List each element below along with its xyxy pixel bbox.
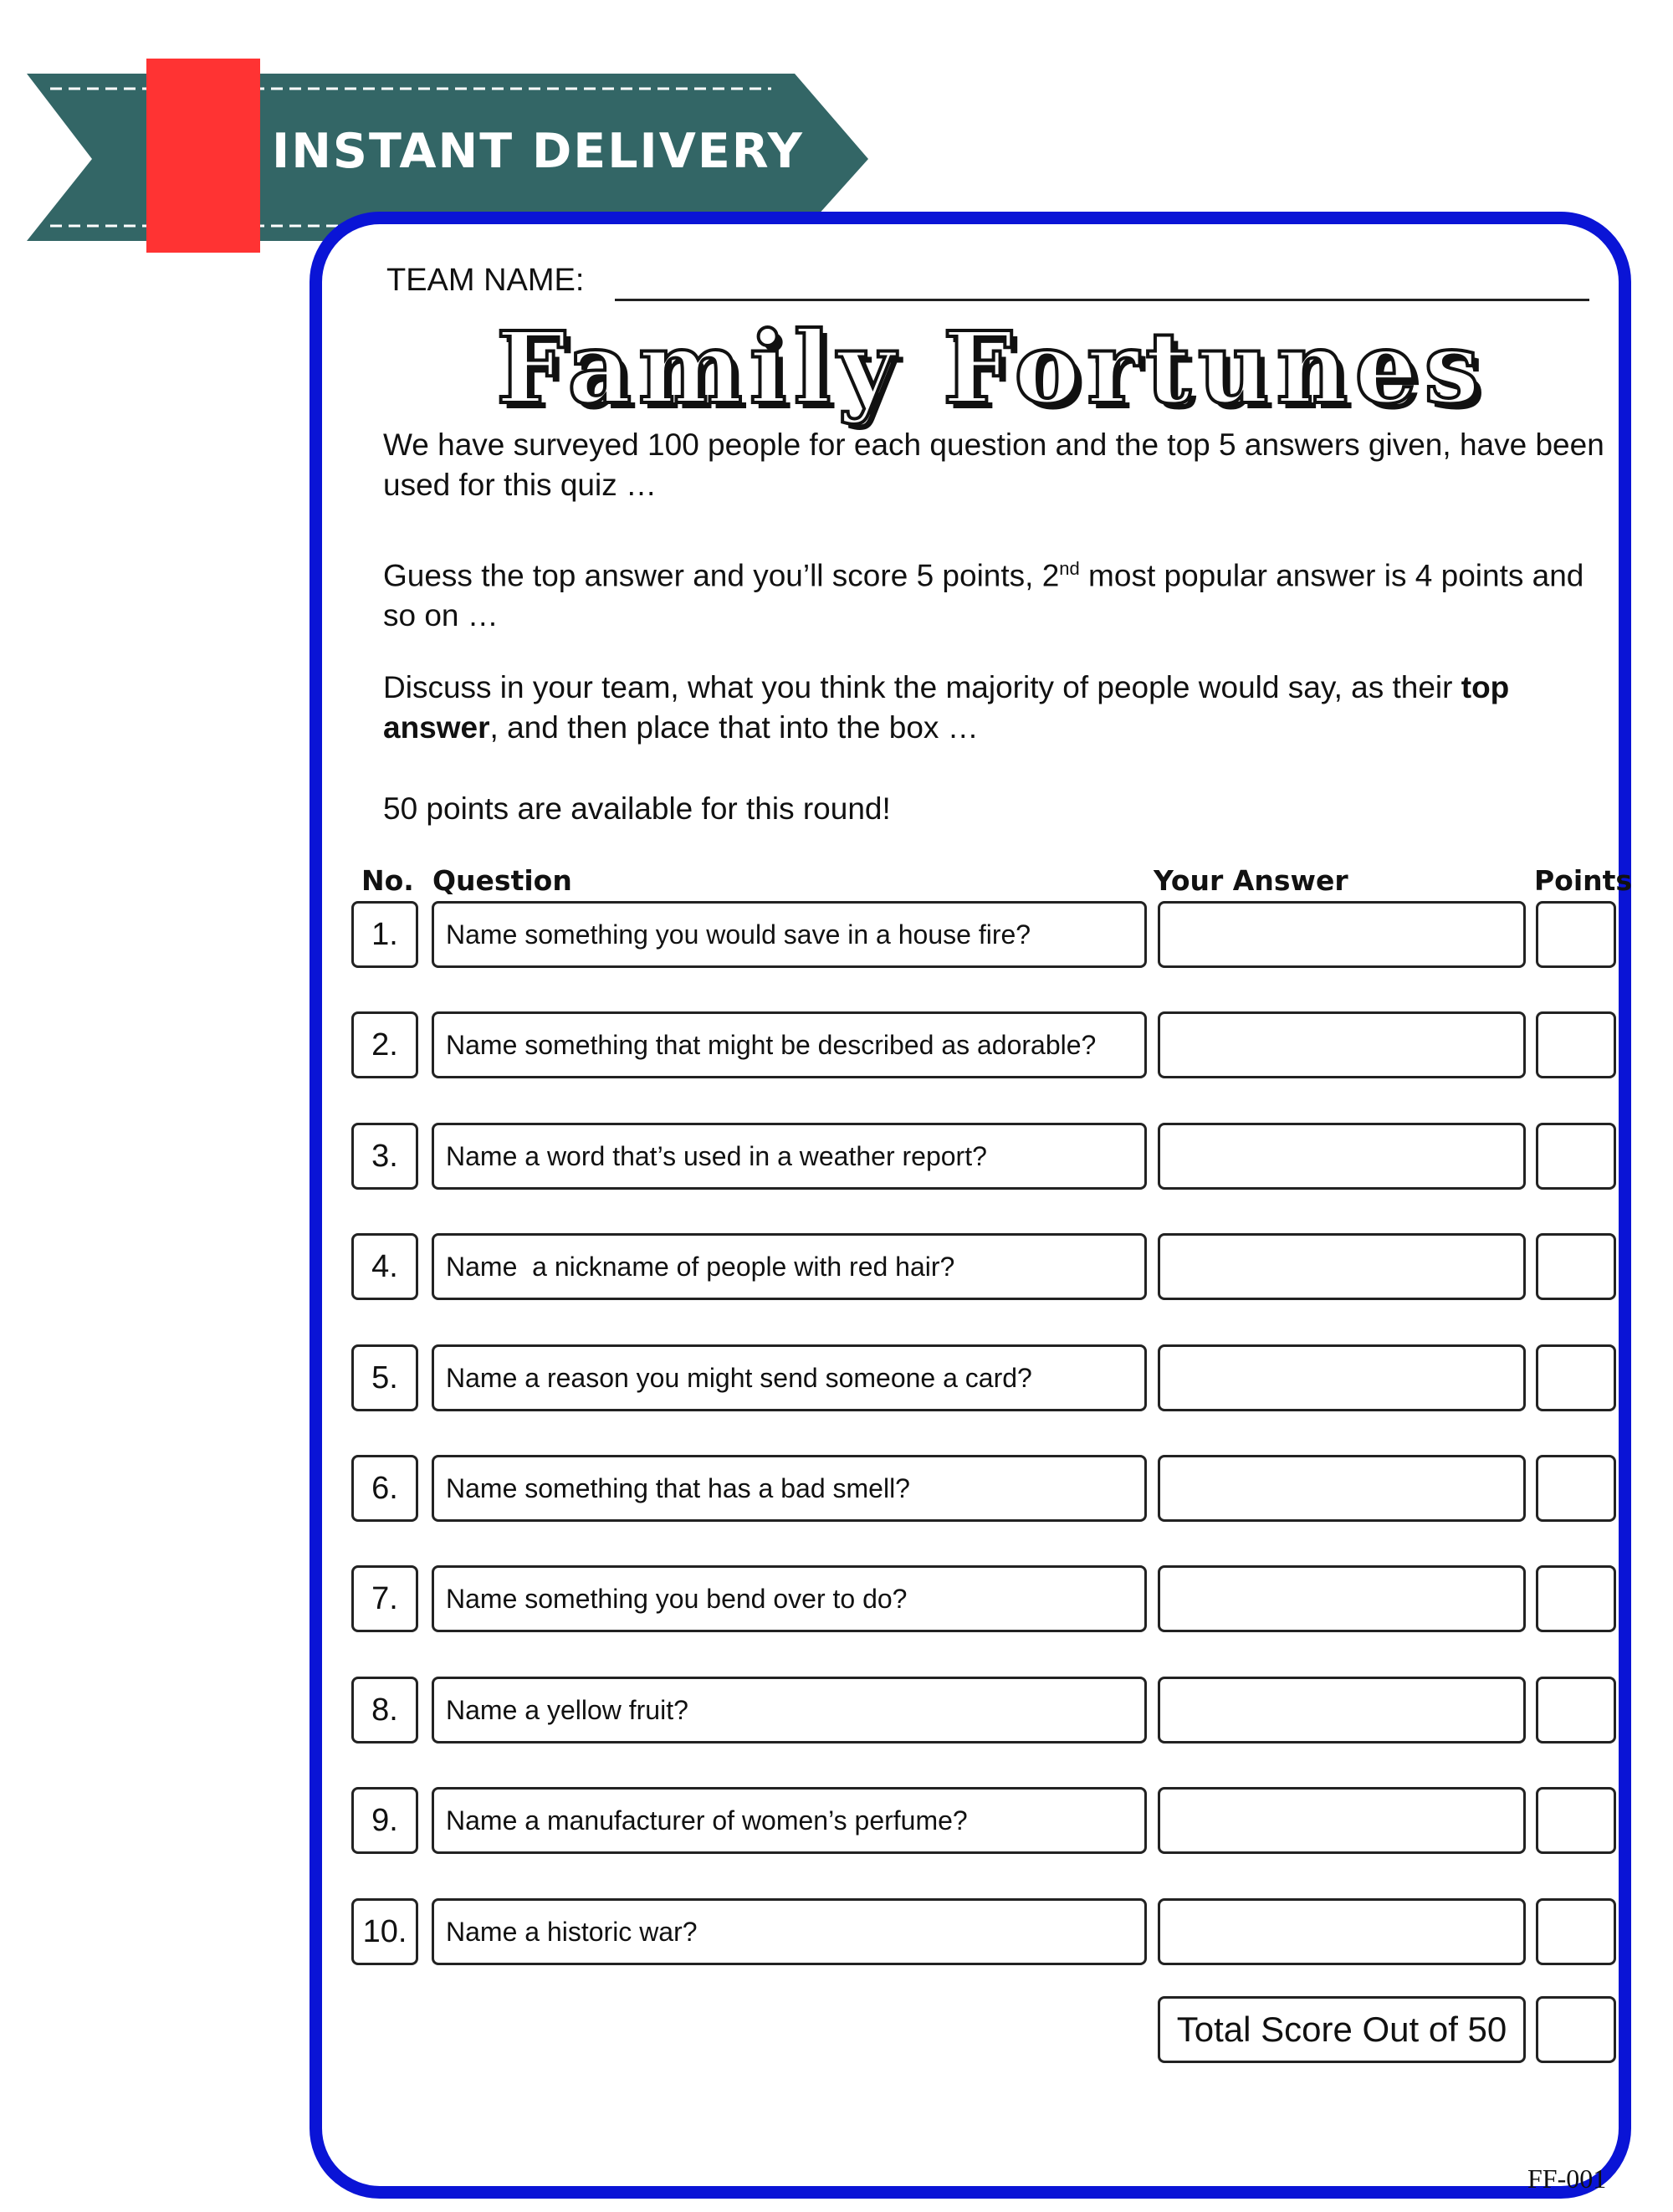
question-number: 6. — [351, 1455, 418, 1522]
points-box[interactable] — [1536, 1898, 1616, 1965]
points-box[interactable] — [1536, 1677, 1616, 1743]
header-answer: Your Answer — [1154, 864, 1348, 897]
points-box[interactable] — [1536, 1344, 1616, 1411]
answer-box[interactable] — [1158, 1898, 1526, 1965]
question-text: Name a word that’s used in a weather report? — [432, 1123, 1147, 1190]
answer-box[interactable] — [1158, 1123, 1526, 1190]
team-name-line[interactable] — [615, 299, 1589, 301]
points-box[interactable] — [1536, 1455, 1616, 1522]
points-box[interactable] — [1536, 1233, 1616, 1300]
answer-box[interactable] — [1158, 1565, 1526, 1632]
question-number: 3. — [351, 1123, 418, 1190]
answer-box[interactable] — [1158, 1455, 1526, 1522]
question-text: Name something you bend over to do? — [432, 1565, 1147, 1632]
question-number: 4. — [351, 1233, 418, 1300]
question-number: 10. — [351, 1898, 418, 1965]
points-box[interactable] — [1536, 1123, 1616, 1190]
question-text: Name a nickname of people with red hair? — [432, 1233, 1147, 1300]
question-number: 5. — [351, 1344, 418, 1411]
intro-paragraph-3: Discuss in your team, what you think the majority of people would say, as their top answer, and then place that into the box … — [383, 670, 1510, 745]
header-no: No. — [361, 864, 414, 897]
total-score-label: Total Score Out of 50 — [1158, 1996, 1526, 2063]
question-text: Name something that might be described as adorable? — [432, 1011, 1147, 1078]
question-number: 1. — [351, 901, 418, 968]
header-question: Question — [432, 864, 572, 897]
points-box[interactable] — [1536, 901, 1616, 968]
answer-box[interactable] — [1158, 1344, 1526, 1411]
points-box[interactable] — [1536, 1565, 1616, 1632]
question-text: Name something that has a bad smell? — [432, 1455, 1147, 1522]
answer-box[interactable] — [1158, 1677, 1526, 1743]
banner-text: INSTANT DELIVERY — [272, 124, 804, 179]
document-code: FF-001 — [1527, 2163, 1607, 2194]
total-score-box[interactable] — [1536, 1996, 1616, 2063]
points-box[interactable] — [1536, 1011, 1616, 1078]
header-points: Points — [1534, 864, 1633, 897]
answer-box[interactable] — [1158, 1233, 1526, 1300]
intro-paragraph-2: Guess the top answer and you’ll score 5 points, 2nd most popular answer is 4 points and so on … — [383, 558, 1584, 633]
intro-paragraph-1: We have surveyed 100 people for each question and the top 5 answers given, have been used for this quiz … — [383, 428, 1604, 502]
answer-box[interactable] — [1158, 1011, 1526, 1078]
question-number: 2. — [351, 1011, 418, 1078]
answer-box[interactable] — [1158, 1787, 1526, 1854]
page-title: Family Fortunes — [496, 310, 1486, 426]
question-number: 9. — [351, 1787, 418, 1854]
answer-box[interactable] — [1158, 901, 1526, 968]
intro-paragraph-4: 50 points are available for this round! — [383, 791, 891, 826]
question-text: Name a historic war? — [432, 1898, 1147, 1965]
question-text: Name something you would save in a house fire? — [432, 901, 1147, 968]
question-number: 7. — [351, 1565, 418, 1632]
question-text: Name a reason you might send someone a card? — [432, 1344, 1147, 1411]
points-box[interactable] — [1536, 1787, 1616, 1854]
question-text: Name a yellow fruit? — [432, 1677, 1147, 1743]
question-number: 8. — [351, 1677, 418, 1743]
team-name-label: TEAM NAME: — [386, 263, 585, 298]
question-text: Name a manufacturer of women’s perfume? — [432, 1787, 1147, 1854]
